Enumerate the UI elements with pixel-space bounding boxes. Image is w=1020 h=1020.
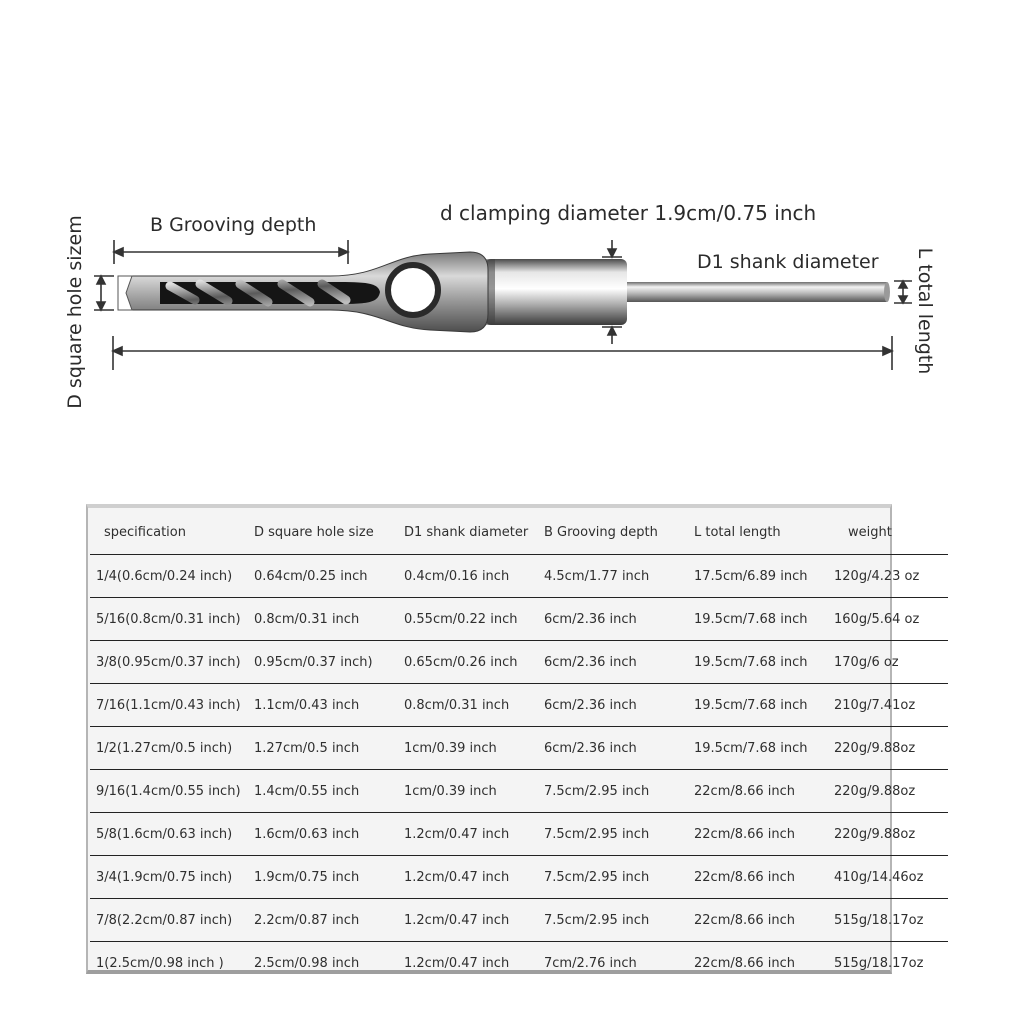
cell-specification: 1/2(1.27cm/0.5 inch)	[96, 740, 233, 756]
spec-table-body	[90, 555, 948, 985]
cell-b-grooving-depth: 6cm/2.36 inch	[544, 654, 637, 670]
table-row	[90, 770, 948, 813]
cell-d-square-hole-size: 0.8cm/0.31 inch	[254, 611, 360, 627]
cell-d-square-hole-size: 1.4cm/0.55 inch	[254, 783, 360, 799]
cell-d1-shank-diameter: 1.2cm/0.47 inch	[404, 912, 510, 928]
cell-specification: 1/4(0.6cm/0.24 inch)	[96, 568, 233, 584]
cell-d-square-hole-size: 0.95cm/0.37 inch)	[254, 654, 373, 670]
cell-weight: 220g/9.88oz	[834, 783, 916, 799]
cell-weight: 515g/18.17oz	[834, 912, 924, 928]
chisel-body	[118, 252, 488, 332]
header-l-total-length: L total length	[694, 524, 781, 540]
table-row	[90, 641, 948, 684]
label-d1-shank-diameter: D1 shank diameter	[697, 251, 879, 273]
cell-l-total-length: 22cm/8.66 inch	[694, 826, 796, 842]
cell-d-square-hole-size: 1.6cm/0.63 inch	[254, 826, 360, 842]
cell-l-total-length: 19.5cm/7.68 inch	[694, 654, 808, 670]
dim-d-square	[94, 276, 114, 310]
spec-table-frame	[86, 504, 924, 974]
table-row	[90, 727, 948, 770]
cell-weight: 220g/9.88oz	[834, 740, 916, 756]
cell-d-square-hole-size: 2.5cm/0.98 inch	[254, 955, 360, 971]
cell-d1-shank-diameter: 0.8cm/0.31 inch	[404, 697, 510, 713]
cell-weight: 170g/6 oz	[834, 654, 899, 670]
cell-b-grooving-depth: 6cm/2.36 inch	[544, 697, 637, 713]
cell-specification: 5/16(0.8cm/0.31 inch)	[96, 611, 241, 627]
header-d-square-hole-size: D square hole size	[254, 524, 374, 540]
dim-l-total	[113, 336, 892, 370]
header-b-grooving-depth: B Grooving depth	[544, 524, 658, 540]
header-d1-shank-diameter: D1 shank diameter	[404, 524, 529, 540]
label-d-clamping-diameter: d clamping diameter 1.9cm/0.75 inch	[440, 201, 817, 225]
header-weight: weight	[848, 524, 892, 540]
cell-weight: 160g/5.64 oz	[834, 611, 920, 627]
cell-d1-shank-diameter: 1cm/0.39 inch	[404, 783, 497, 799]
cell-d1-shank-diameter: 1.2cm/0.47 inch	[404, 826, 510, 842]
cell-specification: 1(2.5cm/0.98 inch )	[96, 955, 224, 971]
cell-weight: 410g/14.46oz	[834, 869, 924, 885]
shank-rod	[625, 282, 890, 302]
cell-d1-shank-diameter: 0.55cm/0.22 inch	[404, 611, 518, 627]
cell-b-grooving-depth: 7cm/2.76 inch	[544, 955, 637, 971]
cell-specification: 3/4(1.9cm/0.75 inch)	[96, 869, 233, 885]
cell-l-total-length: 22cm/8.66 inch	[694, 912, 796, 928]
cell-d-square-hole-size: 1.9cm/0.75 inch	[254, 869, 360, 885]
cell-specification: 9/16(1.4cm/0.55 inch)	[96, 783, 241, 799]
cell-d1-shank-diameter: 1.2cm/0.47 inch	[404, 955, 510, 971]
table-row	[90, 598, 948, 641]
cell-specification: 5/8(1.6cm/0.63 inch)	[96, 826, 233, 842]
cell-b-grooving-depth: 7.5cm/2.95 inch	[544, 869, 650, 885]
cell-specification: 3/8(0.95cm/0.37 inch)	[96, 654, 241, 670]
dim-b-grooving	[114, 240, 348, 264]
cell-b-grooving-depth: 7.5cm/2.95 inch	[544, 783, 650, 799]
table-row	[90, 899, 948, 942]
cell-weight: 220g/9.88oz	[834, 826, 916, 842]
table-row	[90, 942, 948, 985]
cell-b-grooving-depth: 7.5cm/2.95 inch	[544, 826, 650, 842]
cell-d-square-hole-size: 0.64cm/0.25 inch	[254, 568, 368, 584]
cell-b-grooving-depth: 6cm/2.36 inch	[544, 740, 637, 756]
cell-d1-shank-diameter: 1.2cm/0.47 inch	[404, 869, 510, 885]
cell-specification: 7/16(1.1cm/0.43 inch)	[96, 697, 241, 713]
cell-d-square-hole-size: 2.2cm/0.87 inch	[254, 912, 360, 928]
cell-l-total-length: 22cm/8.66 inch	[694, 955, 796, 971]
cell-l-total-length: 19.5cm/7.68 inch	[694, 611, 808, 627]
cell-l-total-length: 19.5cm/7.68 inch	[694, 697, 808, 713]
cell-d-square-hole-size: 1.1cm/0.43 inch	[254, 697, 360, 713]
label-d-square-hole-size: D square hole sizem	[64, 215, 86, 409]
cell-d1-shank-diameter: 1cm/0.39 inch	[404, 740, 497, 756]
table-row	[90, 856, 948, 899]
table-row	[90, 555, 948, 598]
cell-b-grooving-depth: 6cm/2.36 inch	[544, 611, 637, 627]
cell-weight: 515g/18.17oz	[834, 955, 924, 971]
cell-d-square-hole-size: 1.27cm/0.5 inch	[254, 740, 360, 756]
header-specification: specification	[104, 524, 186, 540]
label-b-grooving-depth: B Grooving depth	[150, 214, 317, 236]
spec-table	[90, 510, 948, 984]
cell-b-grooving-depth: 4.5cm/1.77 inch	[544, 568, 650, 584]
cell-b-grooving-depth: 7.5cm/2.95 inch	[544, 912, 650, 928]
cell-weight: 120g/4.23 oz	[834, 568, 920, 584]
cell-l-total-length: 19.5cm/7.68 inch	[694, 740, 808, 756]
cell-l-total-length: 22cm/8.66 inch	[694, 783, 796, 799]
cell-l-total-length: 17.5cm/6.89 inch	[694, 568, 808, 584]
table-row	[90, 684, 948, 727]
clamping-collar	[485, 259, 627, 325]
cell-d1-shank-diameter: 0.4cm/0.16 inch	[404, 568, 510, 584]
cell-d1-shank-diameter: 0.65cm/0.26 inch	[404, 654, 518, 670]
table-header-row	[90, 510, 948, 555]
dim-d1-shank	[894, 281, 912, 303]
label-l-total-length: L total length	[914, 247, 936, 375]
cell-l-total-length: 22cm/8.66 inch	[694, 869, 796, 885]
cell-weight: 210g/7.41oz	[834, 697, 916, 713]
cell-specification: 7/8(2.2cm/0.87 inch)	[96, 912, 233, 928]
table-row	[90, 813, 948, 856]
